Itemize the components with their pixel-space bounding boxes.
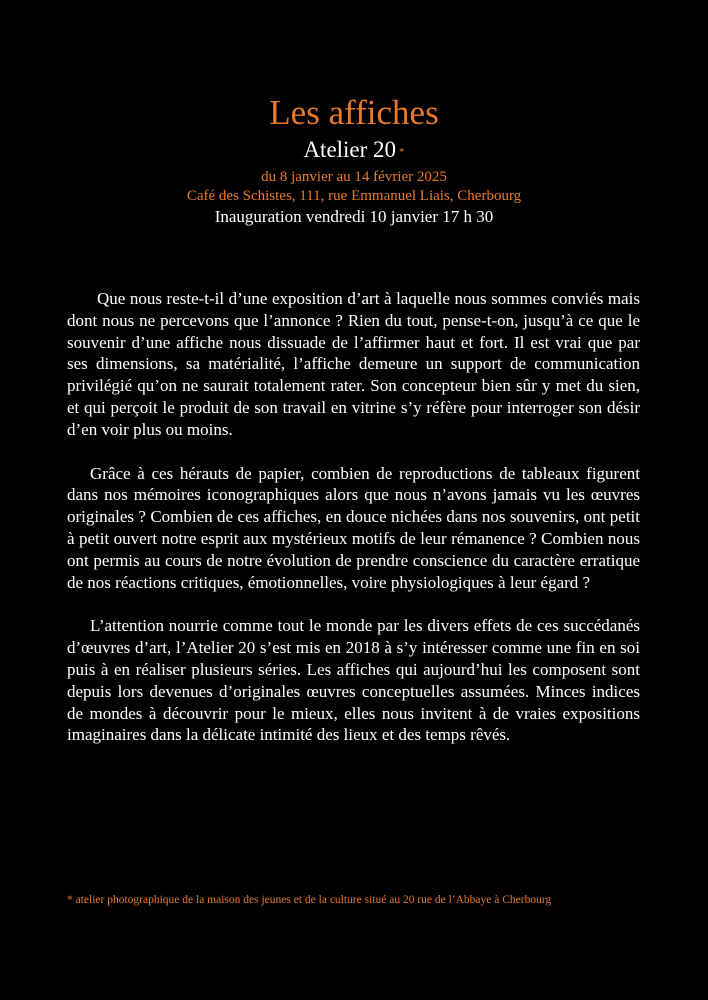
paragraph-3: L’attention nourrie comme tout le monde par les divers effets de ces succédanés d’œuvres d’art, l’Atelier 20 s’est mis en 2018 à s’y intéresser comme une fin en soi puis à en réaliser plusieurs séries. Les affiches qui aujourd’hui les composent sont depuis lors devenues d’originales œuvres conceptuelles assumées. Minces indices de mondes à découvrir pour le mieux, elles nous invitent à de vraies expositions imaginaires dans la délicate intimité des lieux et des temps rêvés.: [67, 616, 640, 745]
footnote-marker: *: [399, 146, 405, 158]
subtitle-text: Atelier 20: [303, 137, 397, 162]
poster-header: [0, 92, 708, 227]
exhibition-venue: Café des Schistes, 111, rue Emmanuel Liais, Cherbourg: [186, 188, 522, 204]
paragraph-1: Que nous reste-t-il d’une exposition d’art à laquelle nous sommes conviés mais dont nous ne percevons que l’annonce ? Rien du tout, pense-t-on, jusqu’à ce que le souvenir d’une affiche nous dissuade de l’affirmer haut et fort. Il est vrai que par ses dimensions, sa matérialité, l’affiche demeure un support de communication privilégié qu’on ne saurait totalement rater. Son concepteur bien sûr y met du sien, et qui perçoit le produit de son travail en vitrine s’y réfère pour interroger son désir d’en voir plus ou moins.: [67, 289, 640, 439]
body-text: [67, 288, 640, 768]
page-title: Les affiches: [269, 93, 439, 132]
exhibition-dates: du 8 janvier au 14 février 2025: [261, 169, 447, 185]
subtitle: [0, 136, 708, 166]
inauguration-info: Inauguration vendredi 10 janvier 17 h 30: [214, 207, 494, 226]
paragraph-2: Grâce à ces hérauts de papier, combien de reproductions de tableaux figurent dans nos mémoires iconographiques alors que nous n’avons jamais vu les œuvres originales ? Combien de ces affiches, en douce nichées dans nos souvenirs, ont petit à petit ouvert notre esprit aux mystérieux motifs de leur rémanence ? Combien nous ont permis au cours de notre évolution de prendre conscience du caractère erratique de nos réactions critiques, émotionnelles, voire physiologiques à leur égard ?: [67, 463, 640, 592]
footnote: * atelier photographique de la maison des jeunes et de la culture situé au 20 rue de l’Abbaye à Cherbourg: [67, 894, 552, 906]
